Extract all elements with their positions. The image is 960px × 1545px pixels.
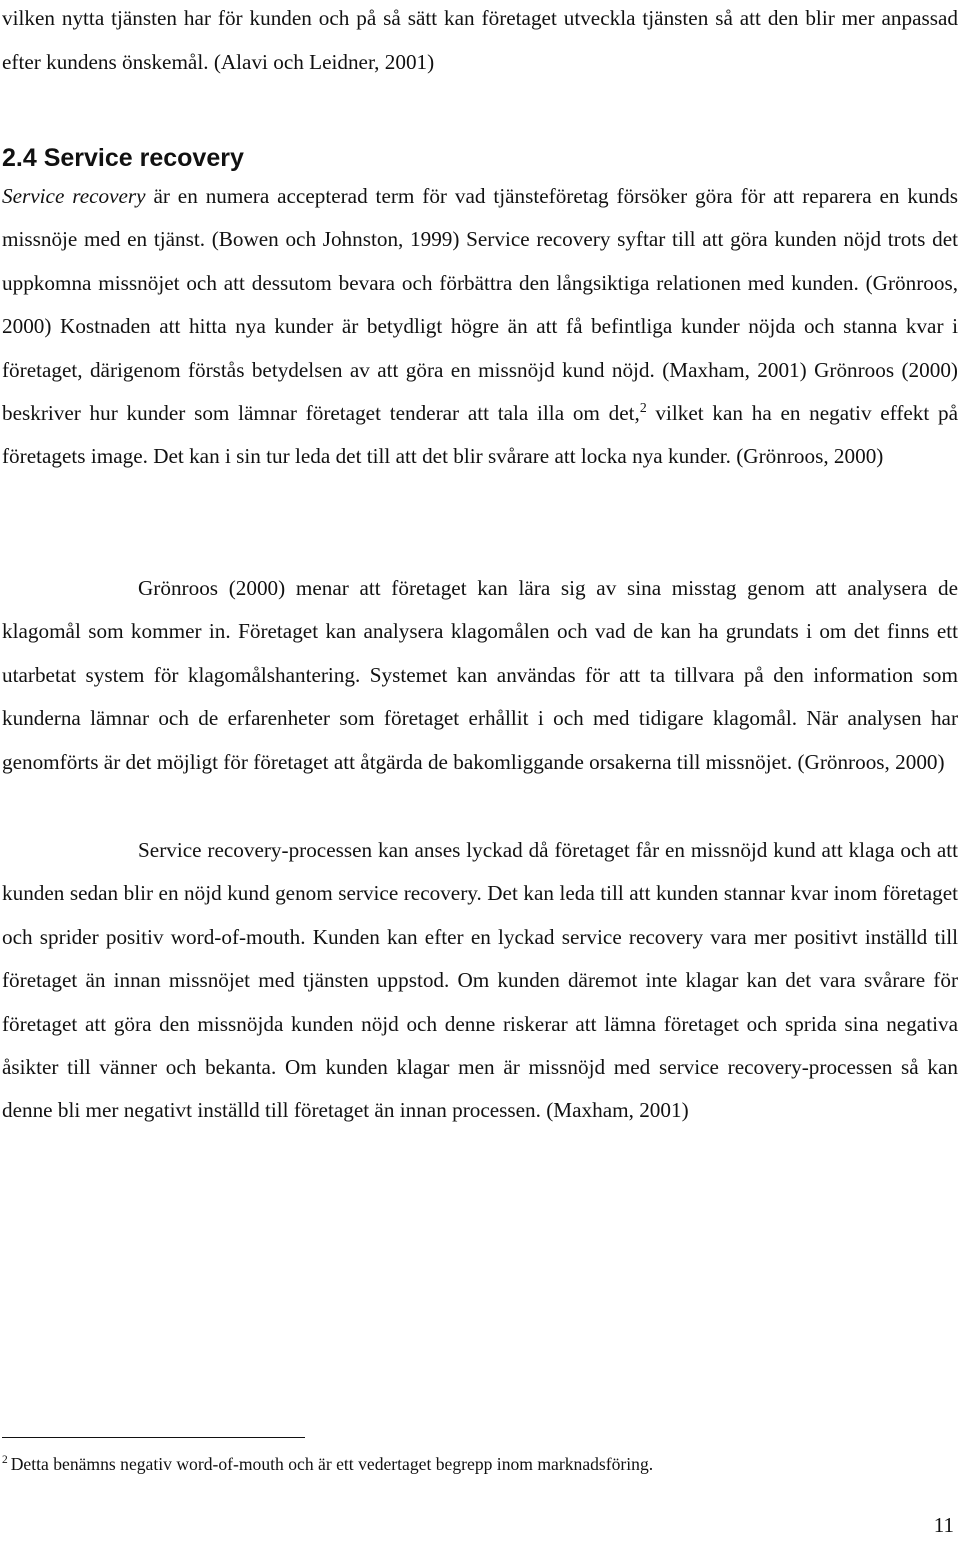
paragraph-text-after-note: vilket kan ha en negativ effekt på företagets image. Det kan i sin tur leda det till att det blir svårare att locka nya kunder. (Grönroos, 2000) bbox=[2, 401, 959, 469]
paragraph-complaint-analysis: Grönroos (2000) menar att företaget kan lära sig av sina misstag genom att analysera de klagomål som kommer in. Företaget kan analysera klagomålen och vad de kan ha grundats i om det finns ett utarbetat system för klagomålshantering. Systemet kan användas för att ta tillvara på den information som kunderna lämnar och de erfarenheter som företaget erhållit i och med tidigare klagomål. När analysen har genomförts är det möjligt för företaget att åtgärda de bakomliggande orsakerna till missnöjet. (Grönroos, 2000) bbox=[2, 576, 958, 774]
footnote bbox=[2, 1450, 653, 1478]
section-heading: 2.4 Service recovery bbox=[2, 144, 244, 172]
footnote-reference: 2 bbox=[639, 400, 647, 416]
page-number: 11 bbox=[933, 1513, 954, 1537]
paragraph-text-before-note: är en numera accepterad term för vad tjänsteföretag försöker göra för att reparera en kunds missnöje med en tjänst. (Bowen och Johnston, 1999) Service recovery syftar till att göra kunden nöjd trots det uppkomna missnöjet och att dessutom bevara och förbättra den långsiktiga relationen med kunden. (Grönroos, 2000) Kostnaden att hitta nya kunder är betydligt högre än att få befintliga kunder nöjda och stanna kvar i företaget, därigenom förstås betydelsen av att göra en missnöjd kund nöjd. (Maxham, 2001) Grönroos (2000) beskriver hur kunder som lämnar företaget tenderar att tala illa om det, bbox=[2, 184, 958, 426]
footnote-separator bbox=[2, 1437, 305, 1438]
paragraph-service-recovery-definition bbox=[2, 175, 958, 479]
footnote-text: Detta benämns negativ word-of-mouth och är ett vedertaget begrepp inom marknadsföring. bbox=[10, 1454, 654, 1474]
lead-term: Service recovery bbox=[2, 184, 146, 208]
intro-paragraph: vilken nytta tjänsten har för kunden och på så sätt kan företaget utveckla tjänsten så att den blir mer anpassad efter kundens önskemål. (Alavi och Leidner, 2001) bbox=[2, 6, 958, 74]
paragraph-recovery-process: Service recovery-processen kan anses lyckad då företaget får en missnöjd kund att klaga och att kunden sedan blir en nöjd kund genom service recovery. Det kan leda till att kunden stannar kvar inom företaget och sprider positiv word-of-mouth. Kunden kan efter en lyckad service recovery vara mer positivt inställd till företaget än innan missnöjet med tjänsten uppstod. Om kunden däremot inte klagar kan det vara svårare för företaget att göra den missnöjda kunden nöjd och denne riskerar att lämna företaget och sprida sina negativa åsikter till vänner och bekanta. Om kunden klagar men är missnöjd med service recovery-processen så kan denne bli mer negativt inställd till företaget än innan processen. (Maxham, 2001) bbox=[2, 838, 958, 1123]
footnote-number: 2 bbox=[2, 1454, 8, 1467]
